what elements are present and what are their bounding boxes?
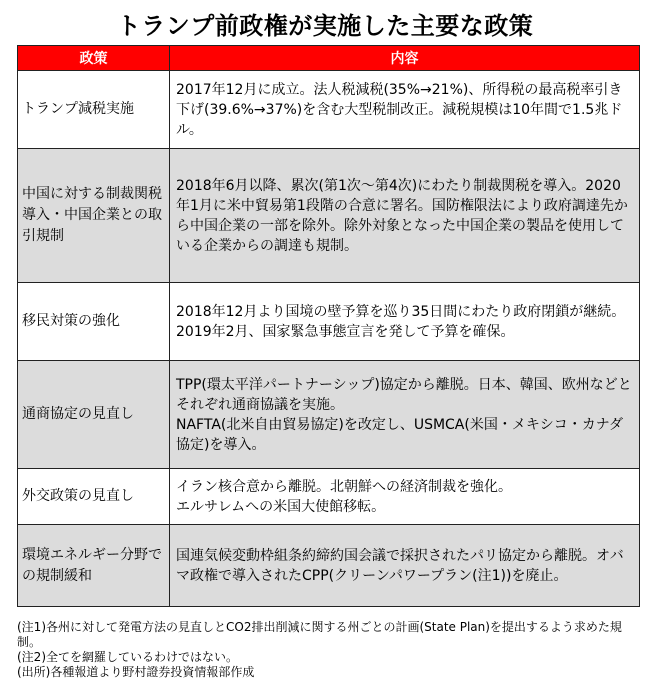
policy-name: 外交政策の見直し (18, 469, 170, 525)
header-content: 内容 (170, 46, 640, 71)
page-title: トランプ前政権が実施した主要な政策 (116, 12, 534, 40)
policy-content-line: NAFTA(北米自由貿易協定)を改定し、USMCA(米国・メキシコ・カナダ協定)を導入。 (176, 416, 624, 453)
policy-content (170, 469, 640, 525)
policy-content-line: 2017年12月に成立。法人税減税(35%→21%)、所得税の最高税率引き下げ(39.6%→37%)を含む大型税制改正。減税規模は10年間で1.5兆ドル。 (176, 81, 623, 138)
header-policy: 政策 (18, 46, 170, 71)
table-row (18, 283, 640, 361)
policy-content (170, 525, 640, 607)
table-header-row (18, 46, 640, 71)
policy-name: トランプ減税実施 (18, 71, 170, 149)
policy-content-line: TPP(環太平洋パートナーシップ)協定から離脱。日本、韓国、欧州などとそれぞれ通商協議を実施。 (176, 376, 632, 413)
policy-name: 通商協定の見直し (18, 361, 170, 469)
policy-table (17, 45, 640, 607)
table-row (18, 525, 640, 607)
policy-name: 環境エネルギー分野での規制緩和 (18, 525, 170, 607)
policy-content-line: イラン核合意から離脱。北朝鮮への経済制裁を強化。 (176, 478, 512, 495)
footnote: (注2)全てを網羅しているわけではない。 (17, 650, 238, 664)
source-note: (出所)各種報道より野村證券投資情報部作成 (17, 665, 255, 679)
policy-content (170, 149, 640, 283)
table-row (18, 361, 640, 469)
table-row (18, 149, 640, 283)
policy-content (170, 283, 640, 361)
policy-name: 中国に対する制裁関税導入・中国企業との取引規制 (18, 149, 170, 283)
policy-content (170, 71, 640, 149)
table-row (18, 71, 640, 149)
policy-content-line: 国連気候変動枠組条約締約国会議で採択されたパリ協定から離脱。オバマ政権で導入されたCPP(クリーンパワープラン(注1))を廃止。 (176, 547, 624, 584)
policy-name: 移民対策の強化 (18, 283, 170, 361)
footnotes (17, 620, 639, 680)
policy-content-line: 2018年12月より国境の壁予算を巡り35日間にわたり政府閉鎖が継続。2019年2月、国家緊急事態宣言を発して予算を確保。 (176, 303, 626, 340)
policy-content-line: エルサレムへの米国大使館移転。 (176, 498, 386, 515)
policy-content (170, 361, 640, 469)
table-row (18, 469, 640, 525)
footnote: (注1)各州に対して発電方法の見直しとCO2排出削減に関する州ごとの計画(State Plan)を提出するよう求めた規制。 (17, 620, 622, 649)
policy-content-line: 2018年6月以降、累次(第1次〜第4次)にわたり制裁関税を導入。2020年1月に米中貿易第1段階の合意に署名。国防権限法により政府調達先から中国企業の一部を除外。除外対象となった中国企業の製品を使用している企業からの調達も規制。 (176, 177, 628, 254)
